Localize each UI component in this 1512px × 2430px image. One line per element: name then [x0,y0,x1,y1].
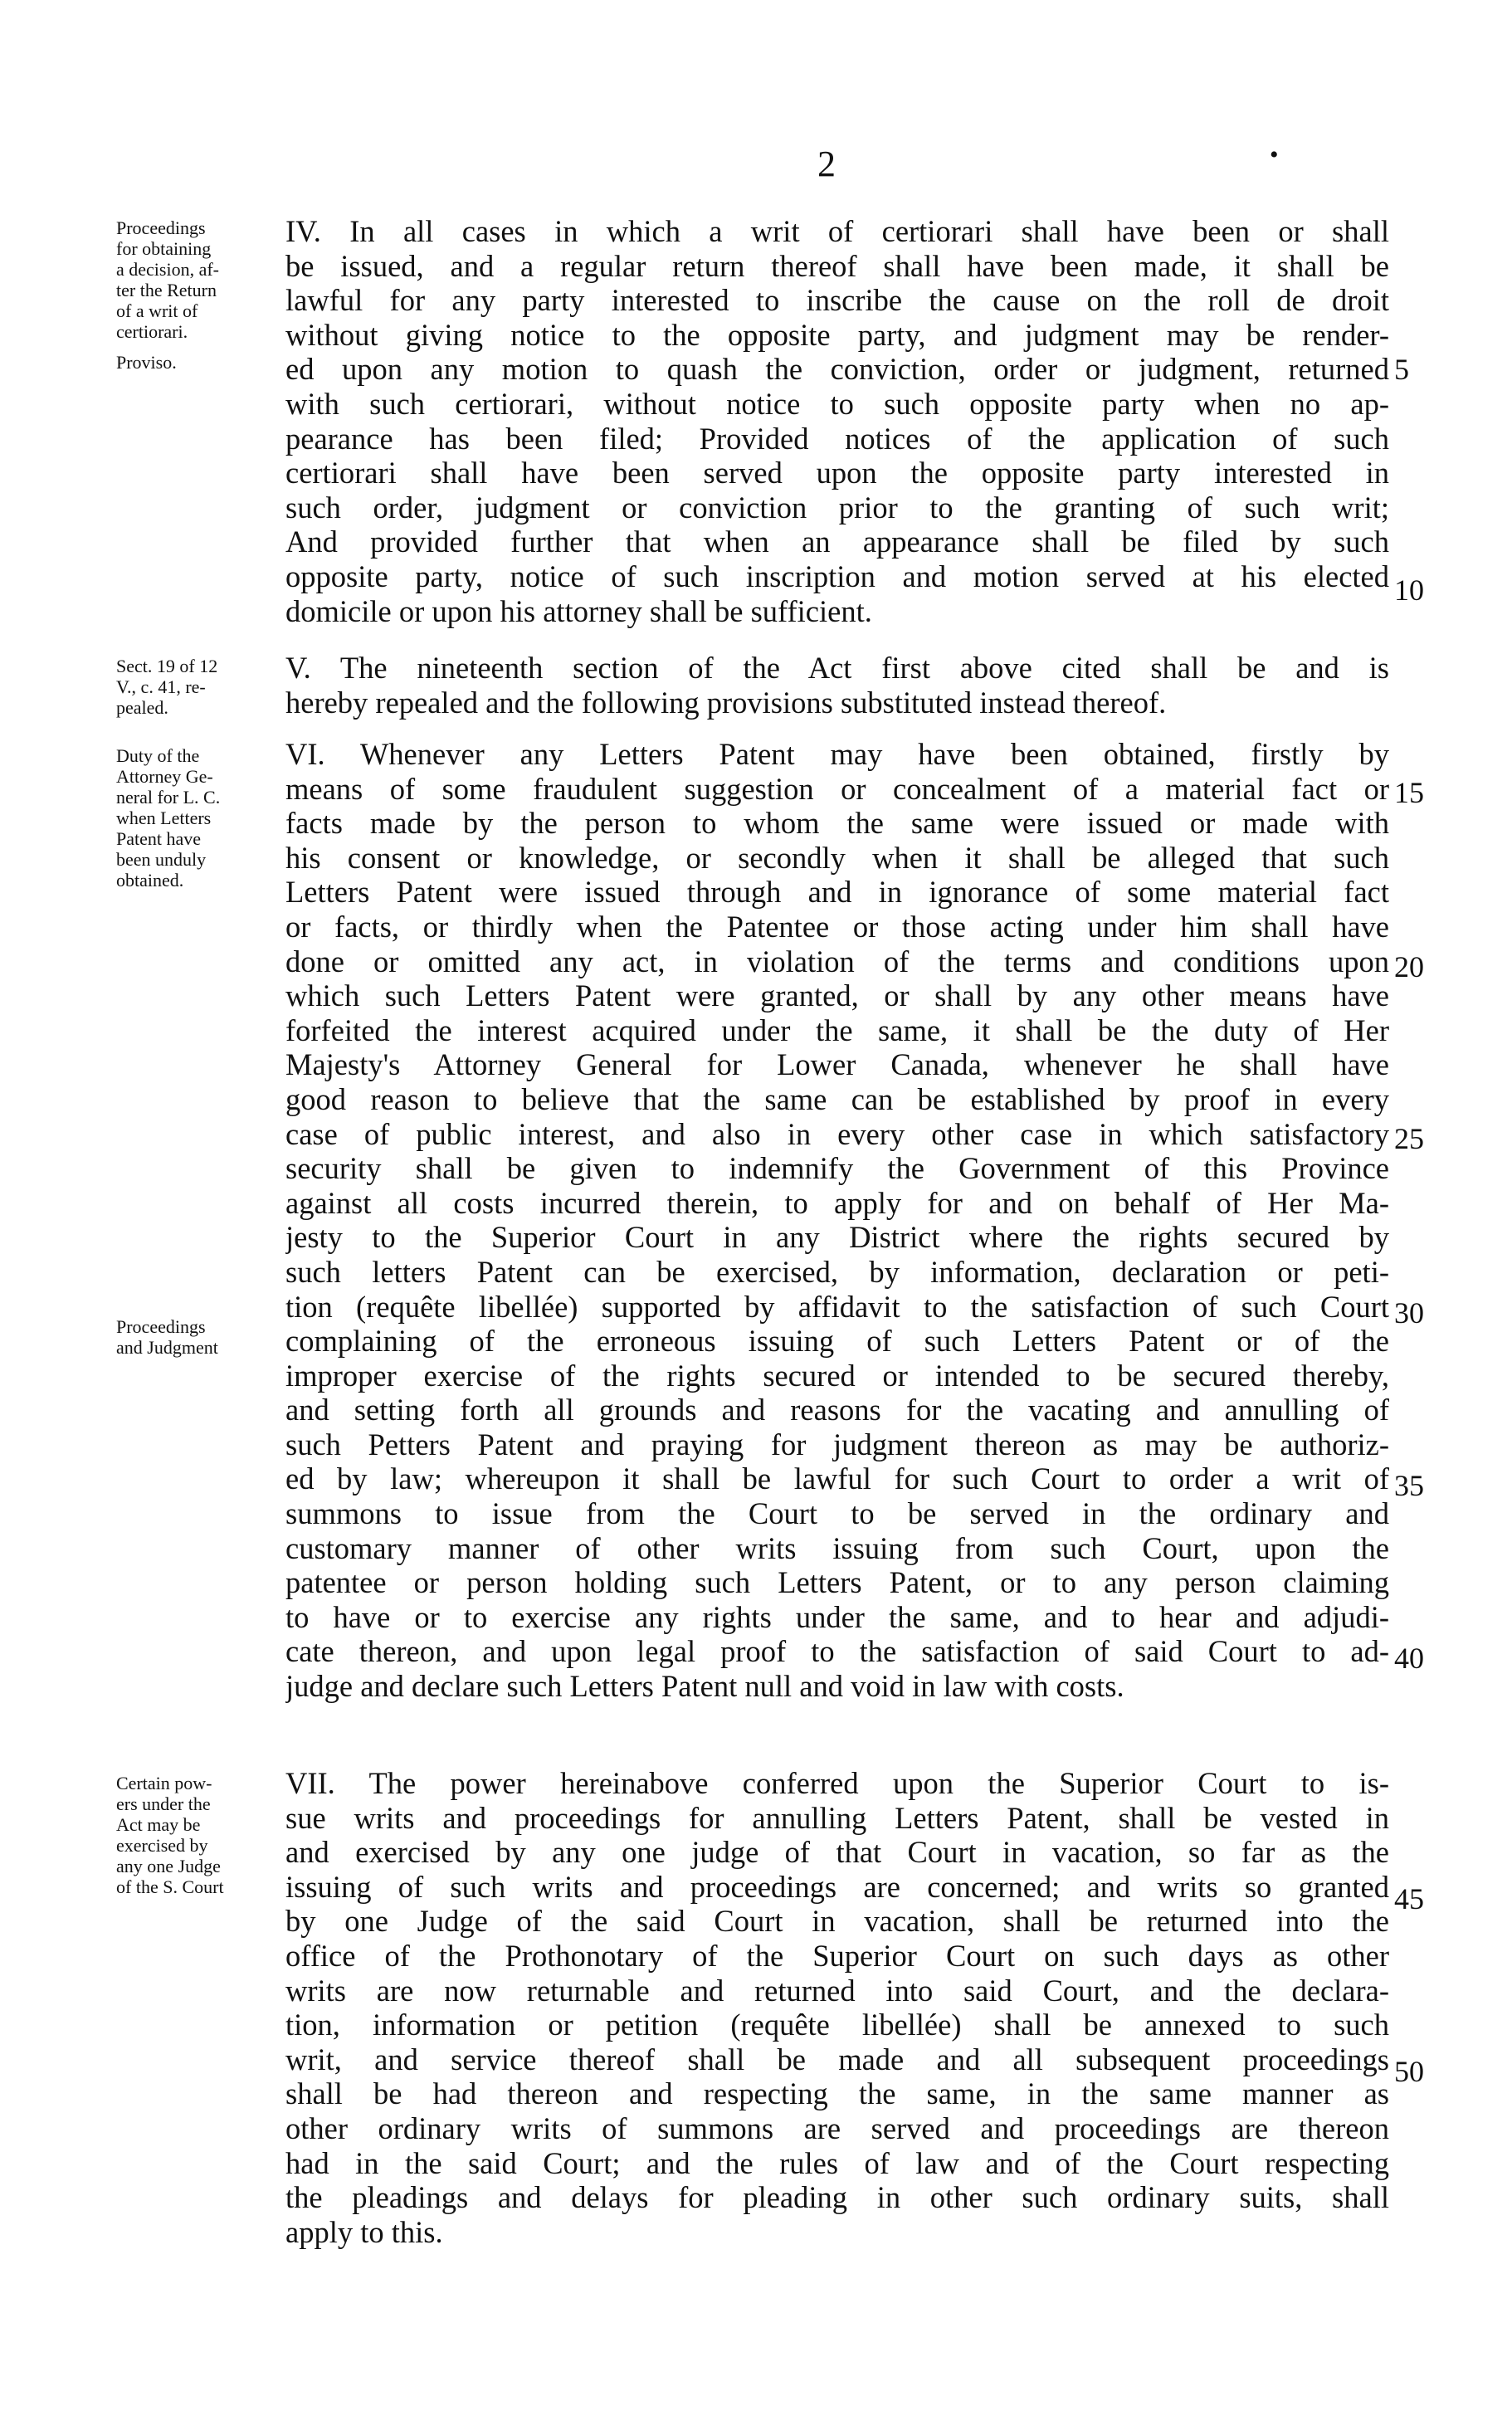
line-number: 40 [1394,1642,1424,1675]
margin-note-proviso [116,352,282,373]
text-line: without giving notice to the opposite party, and judgment may be render- [285,317,1389,352]
section-iv [285,214,1389,628]
text-line: certiorari shall have been served upon the opposite party interested in [285,456,1389,490]
text-line: or facts, or thirdly when the Patentee or those acting under him shall have [285,909,1389,944]
text-line: domicile or upon his attorney shall be sufficient. [285,593,872,628]
text-line: had in the said Court; and the rules of law and of the Court respecting [285,2145,1389,2180]
text-line: against all costs incurred therein, to apply for and on behalf of Her Ma- [285,1185,1389,1220]
text-line: VII. The power hereinabove conferred upon the Superior Court to is- [285,1766,1389,1800]
margin-note-line: of the S. Court [116,1876,224,1897]
text-line: hereby repealed and the following provisions substituted instead thereof. [285,685,1167,720]
text-line: complaining of the erroneous issuing of such Letters Patent or of the [285,1324,1389,1359]
text-line: patentee or person holding such Letters Patent, or to any person claiming [285,1565,1389,1600]
text-line: such order, judgment or conviction prior to the granting of such writ; [285,490,1389,525]
margin-note-attorney-duty [116,745,282,891]
margin-note-line: Proceedings [116,1316,206,1337]
margin-note-line: Sect. 19 of 12 [116,656,218,676]
text-line: sue writs and proceedings for annulling Letters Patent, shall be vested in [285,1800,1389,1835]
text-line: with such certiorari, without notice to such opposite party when no ap- [285,386,1389,421]
margin-note-line: Duty of the [116,745,200,766]
text-line: jesty to the Superior Court in any District where the rights secured by [285,1220,1389,1255]
text-line: office of the Prothonotary of the Superior Court on such days as other [285,1938,1389,1973]
text-line: case of public interest, and also in every other case in which satisfactory [285,1116,1389,1151]
text-line: cate thereon, and upon legal proof to the satisfaction of said Court to ad- [285,1634,1389,1669]
text-line: customary manner of other writs issuing from such Court, upon the [285,1530,1389,1565]
text-line: And provided further that when an appearance shall be filed by such [285,525,1389,559]
margin-note-line: Attorney Ge- [116,766,213,787]
margin-note-line: been unduly [116,849,207,870]
line-number: 10 [1394,573,1424,607]
line-number: 5 [1394,353,1409,386]
margin-note-line: V., c. 41, re- [116,676,206,697]
text-line: done or omitted any act, in violation of the terms and conditions upon [285,944,1389,978]
text-line: forfeited the interest acquired under the same, it shall be the duty of Her [285,1012,1389,1047]
text-line: V. The nineteenth section of the Act first above cited shall be and is [285,651,1389,685]
text-line: and setting forth all grounds and reasons for the vacating and annulling of [285,1393,1389,1427]
line-number: 20 [1394,950,1424,983]
line-number: 30 [1394,1296,1424,1330]
margin-note-line: when Letters [116,808,212,828]
text-line: by one Judge of the said Court in vacation, shall be returned into the [285,1904,1389,1939]
text-line: security shall be given to indemnify the Government of this Province [285,1151,1389,1186]
text-line: tion, information or petition (requête libellée) shall be annexed to such [285,2008,1389,2042]
text-line: be issued, and a regular return thereof shall have been made, it shall be [285,248,1389,283]
text-line: issuing of such writs and proceedings are concerned; and writs so granted [285,1869,1389,1904]
text-line: lawful for any party interested to inscribe the cause on the roll de droit [285,283,1389,318]
text-line: opposite party, notice of such inscription and motion served at his elected [285,559,1389,593]
text-line: such Petters Patent and praying for judgment thereon as may be authoriz- [285,1427,1389,1461]
text-line: good reason to believe that the same can be established by proof in every [285,1081,1389,1116]
margin-note-line: Proceedings [116,217,206,238]
text-line: writs are now returnable and returned into said Court, and the declara- [285,1973,1389,2008]
text-line: writ, and service thereof shall be made and all subsequent proceedings [285,2042,1389,2076]
text-line: which such Letters Patent were granted, or shall by any other means have [285,978,1389,1013]
line-number: 15 [1394,776,1424,809]
text-line: pearance has been filed; Provided notices of the application of such [285,421,1389,456]
section-vii [285,1766,1389,2249]
text-line: the pleadings and delays for pleading in other such ordinary suits, shall [285,2180,1389,2215]
text-line: VI. Whenever any Letters Patent may have been obtained, firstly by [285,737,1389,771]
text-line: such letters Patent can be exercised, by information, declaration or peti- [285,1254,1389,1289]
text-line: improper exercise of the rights secured or intended to be secured thereby, [285,1358,1389,1393]
margin-note-line: for obtaining [116,238,212,259]
margin-note-line: ers under the [116,1793,211,1814]
margin-note-line: exercised by [116,1835,208,1856]
margin-note-line: Proviso. [116,352,177,373]
text-line: summons to issue from the Court to be served in the ordinary and [285,1496,1389,1531]
page-dot: • [1270,141,1279,168]
section-vi [285,737,1389,1704]
margin-note-section-repealed [116,656,282,718]
text-line: IV. In all cases in which a writ of certiorari shall have been or shall [285,214,1389,248]
text-line: judge and declare such Letters Patent null and void in law with costs. [285,1669,1124,1704]
text-line: facts made by the person to whom the same were issued or made with [285,806,1389,841]
text-line: shall be had thereon and respecting the same, in the same manner as [285,2076,1389,2111]
text-line: ed upon any motion to quash the conviction, order or judgment, returned [285,352,1389,387]
text-line: Letters Patent were issued through and in ignorance of some material fact [285,875,1389,910]
line-number: 25 [1394,1122,1424,1155]
line-number: 45 [1394,1882,1424,1915]
margin-note-proceedings-judgment [116,1316,282,1358]
margin-note-line: Certain pow- [116,1773,212,1793]
margin-note-line: ter the Return [116,280,217,300]
margin-note-line: neral for L. C. [116,787,221,808]
margin-note-line: pealed. [116,697,168,718]
section-v [285,651,1389,720]
text-line: his consent or knowledge, or secondly when it shall be alleged that such [285,840,1389,875]
text-line: means of some fraudulent suggestion or concealment of a material fact or [285,771,1389,806]
text-line: other ordinary writs of summons are served and proceedings are thereon [285,2110,1389,2145]
margin-note-proceedings-certiorari [116,217,282,342]
text-line: to have or to exercise any rights under the same, and to hear and adjudi- [285,1599,1389,1634]
text-line: apply to this. [285,2214,443,2249]
line-number: 50 [1394,2055,1424,2088]
margin-note-line: any one Judge [116,1856,221,1876]
margin-note-line: a decision, af- [116,259,219,280]
margin-note-line: Patent have [116,828,202,849]
text-line: tion (requête libellée) supported by affidavit to the satisfaction of such Court [285,1289,1389,1324]
margin-note-certain-powers [116,1773,282,1897]
margin-note-line: of a writ of [116,300,198,321]
text-line: Majesty's Attorney General for Lower Canada, whenever he shall have [285,1047,1389,1082]
line-number: 35 [1394,1469,1424,1502]
text-line: ed by law; whereupon it shall be lawful for such Court to order a writ of [285,1461,1389,1496]
margin-note-line: certiorari. [116,321,188,342]
margin-note-line: obtained. [116,870,184,891]
text-line: and exercised by any one judge of that Court in vacation, so far as the [285,1835,1389,1870]
margin-note-line: Act may be [116,1814,201,1835]
margin-note-line: and Judgment [116,1337,218,1358]
page-number: 2 [817,144,836,184]
